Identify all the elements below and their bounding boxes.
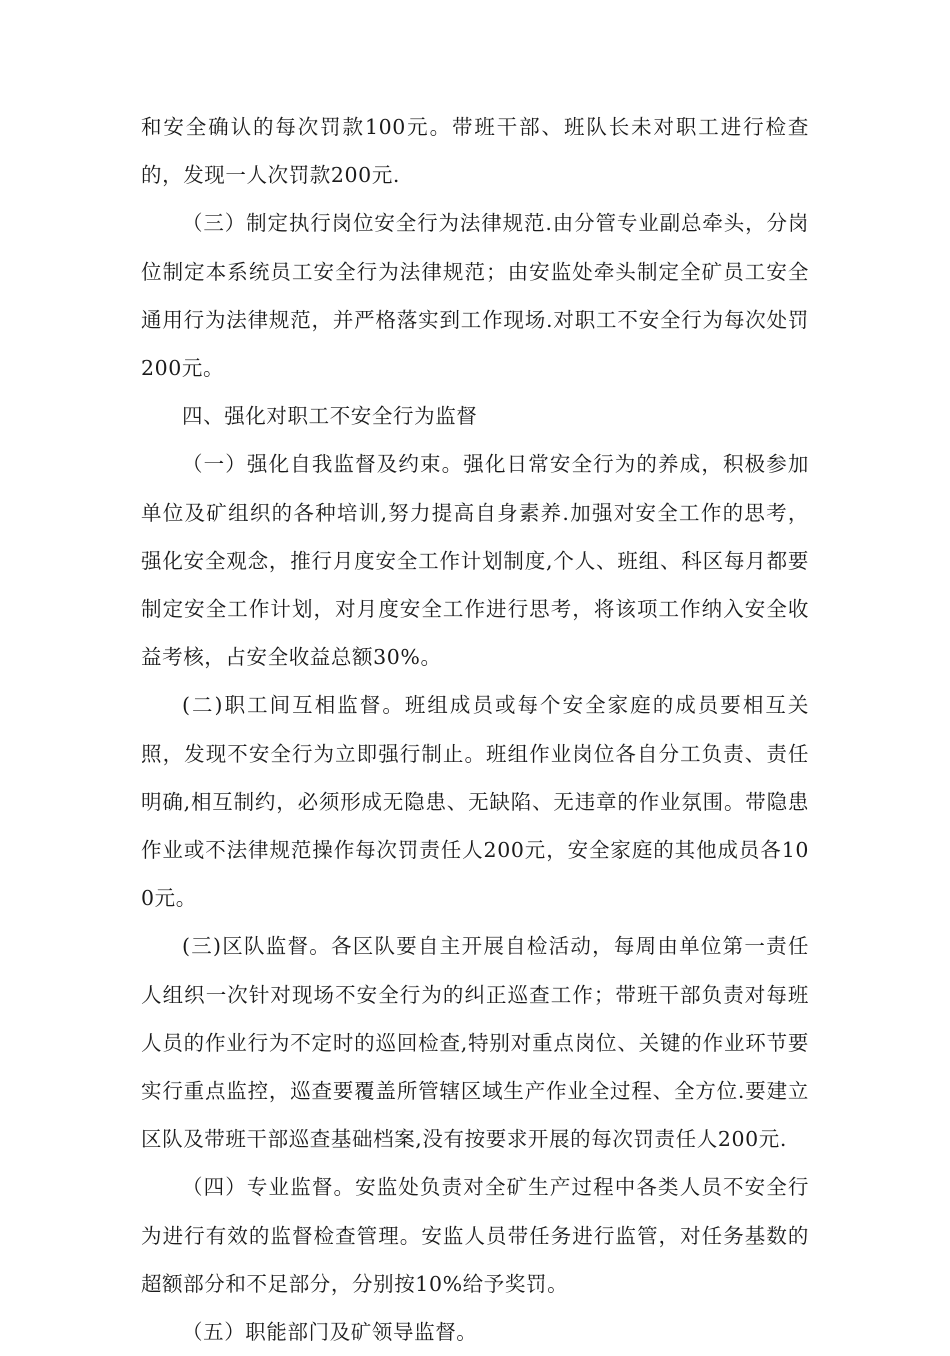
paragraph-mutual-supervision: (二)职工间互相监督。班组成员或每个安全家庭的成员要相互关照，发现不安全行为立即强行制止。班组作业岗位各自分工负责、责任明确,相互制约，必须形成无隐患、无缺陷、无违章的作业氛围。带隐患作业或不法律规范操作每次罚责任人200元，安全家庭的其他成员各100元。 [141,693,809,911]
document-body [141,103,809,1356]
section-heading-four: 四、强化对职工不安全行为监督 [182,404,478,429]
paragraph-self-supervision: （一）强化自我监督及约束。强化日常安全行为的养成，积极参加单位及矿组织的各种培训,努力提高自身素养.加强对安全工作的思考，强化安全观念，推行月度安全工作计划制度,个人、班组、科区每月都要制定安全工作计划，对月度安全工作进行思考，将该项工作纳入安全收益考核，占安全收益总额30%。 [141,452,809,670]
paragraph-penalty-continuation: 和安全确认的每次罚款100元。带班干部、班队长未对职工进行检查的，发现一人次罚款200元. [141,115,809,188]
paragraph-professional-supervision: （四）专业监督。安监处负责对全矿生产过程中各类人员不安全行为进行有效的监督检查管理。安监人员带任务进行监管，对任务基数的超额部分和不足部分，分别按10%给予奖罚。 [141,1175,809,1296]
paragraph-team-supervision: (三)区队监督。各区队要自主开展自检活动，每周由单位第一责任人组织一次针对现场不安全行为的纠正巡查工作；带班干部负责对每班人员的作业行为不定时的巡回检查,特别对重点岗位、关键的作业环节要实行重点监控，巡查要覆盖所管辖区域生产作业全过程、全方位.要建立区队及带班干部巡查基础档案,没有按要求开展的每次罚责任人200元. [141,934,809,1152]
paragraph-leadership-supervision: （五）职能部门及矿领导监督。 [182,1320,478,1345]
paragraph-item-three-norms: （三）制定执行岗位安全行为法律规范.由分管专业副总牵头，分岗位制定本系统员工安全行为法律规范；由安监处牵头制定全矿员工安全通用行为法律规范，并严格落实到工作现场.对职工不安全行为每次处罚200元。 [141,211,809,381]
